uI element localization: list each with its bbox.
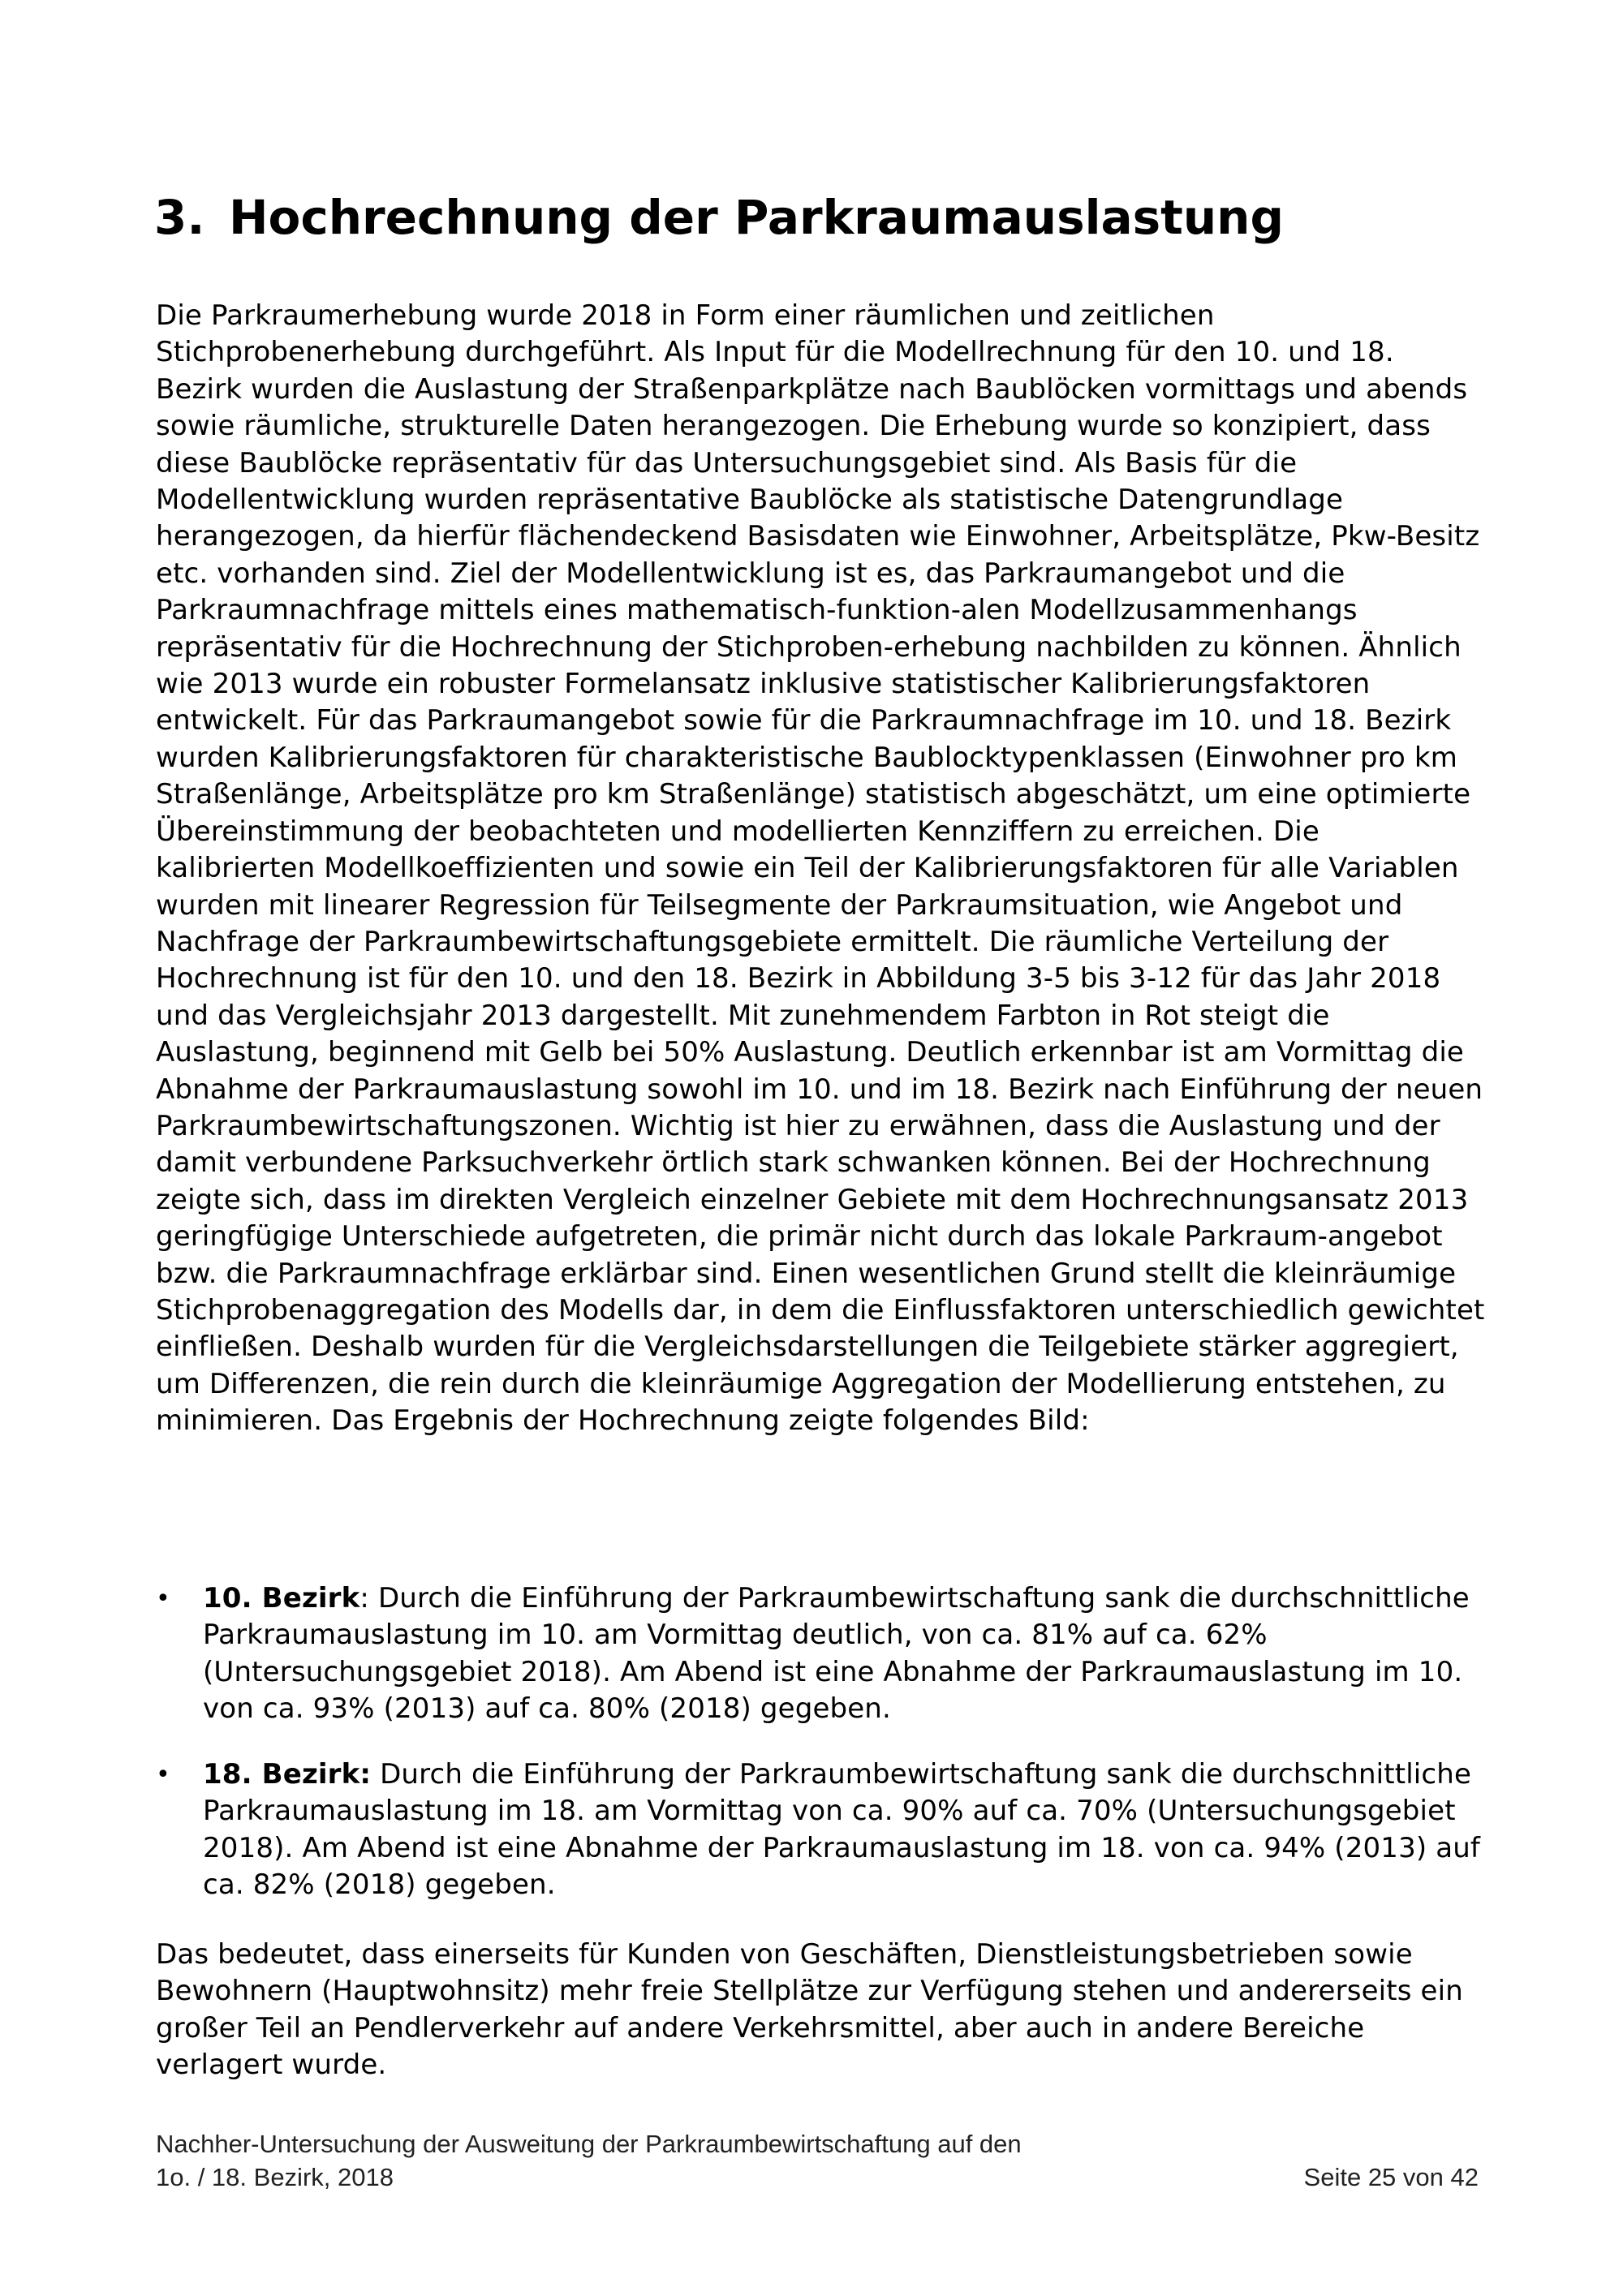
- bullet-marker: •: [156, 1584, 170, 1613]
- bullet-marker: •: [156, 1761, 170, 1789]
- section-title: Hochrechnung der Parkraumauslastung: [229, 190, 1284, 245]
- bullet-item-10-bezirk: [156, 1580, 1487, 1728]
- footer-line-1: [156, 2128, 1479, 2161]
- bullet-list-18: [156, 1756, 1487, 1904]
- section-number: 3.: [154, 190, 205, 245]
- bullet-item-18-bezirk: [156, 1756, 1487, 1904]
- conclusion-paragraph: Das bedeutet, dass einerseits für Kunden von Geschäften, Dienstleistungsbetrieben sowie Bewohnern (Hauptwohnsitz) mehr freie Stellplätze zur Verfügung stehen und andererseits ein großer Teil an Pendlerverkehr auf andere Verkehrsmittel, aber auch in andere Bereiche verlagert wurde.: [156, 1938, 1463, 2082]
- bullet-label: 10. Bezirk: [203, 1582, 360, 1615]
- footer-title: Nachher-Untersuchung der Ausweitung der Parkraumbewirtschaftung auf den: [156, 2130, 1022, 2158]
- footer-subtitle: 1o. / 18. Bezirk, 2018: [156, 2163, 394, 2191]
- section-heading: [154, 185, 1493, 250]
- bullet-text: : Durch die Einführung der Parkraumbewirtschaftung sank die durchschnittliche Parkraumauslastung im 10. am Vormittag deutlich, von ca. 81% auf ca. 62% (Untersuchungsgebiet 2018). Am Abend ist eine Abnahme der Parkraumauslastung im 10. von ca. 93% (2013) auf ca. 80% (2018) gegeben.: [203, 1582, 1470, 1726]
- intro-paragraph: Die Parkraumerhebung wurde 2018 in Form einer räumlichen und zeitlichen Stichprobenerhebung durchgeführt. Als Input für die Modellrechnung für den 10. und 18. Bezirk wurden die Auslastung der Straßenparkplätze nach Baublöcken vormittags und abends sowie räumliche, strukturelle Daten herangezogen. Die Erhebung wurde so konzipiert, dass diese Baublöcke repräsentativ für das Untersuchungsgebiet sind. Als Basis für die Modellentwicklung wurden repräsentative Baublöcke als statistische Datengrundlage herangezogen, da hierfür flächendeckend Basisdaten wie Einwohner, Arbeitsplätze, Pkw-Besitz etc. vorhanden sind. Ziel der Modellentwicklung ist es, das Parkraumangebot und die Parkraumnachfrage mittels eines mathematisch-funktion-alen Modellzusammenhangs repräsentativ für die Hochrechnung der Stichproben-erhebung nachbilden zu können. Ähnlich wie 2013 wurde ein robuster Formelansatz inklusive statistischer Kalibrierungsfaktoren entwickelt. Für das Parkraumangebot sowie für die Parkraumnachfrage im 10. und 18. Bezirk wurden Kalibrierungsfaktoren für charakteristische Baublocktypenklassen (Einwohner pro km Straßenlänge, Arbeitsplätze pro km Straßenlänge) statistisch abgeschätzt, um eine optimierte Übereinstimmung der beobachteten und modellierten Kennziffern zu erreichen. Die kalibrierten Modellkoeffizienten und sowie ein Teil der Kalibrierungsfaktoren für alle Variablen wurden mit linearer Regression für Teilsegmente der Parkraumsituation, wie Angebot und Nachfrage der Parkraumbewirtschaftungsgebiete ermittelt. Die räumliche Verteilung der Hochrechnung ist für den 10. und den 18. Bezirk in Abbildung 3-5 bis 3-12 für das Jahr 2018 und das Vergleichsjahr 2013 dargestellt. Mit zunehmendem Farbton in Rot steigt die Auslastung, beginnend mit Gelb bei 50% Auslastung. Deutlich erkennbar ist am Vormittag die Abnahme der Parkraumauslastung sowohl im 10. und im 18. Bezirk nach Einführung der neuen Parkraumbewirtschaftungszonen. Wichtig ist hier zu erwähnen, dass die Auslastung und der damit verbundene Parksuchverkehr örtlich stark schwanken können. Bei der Hochrechnung zeigte sich, dass im direkten Vergleich einzelner Gebiete mit dem Hochrechnungsansatz 2013 geringfügige Unterschiede aufgetreten, die primär nicht durch das lokale Parkraum-angebot bzw. die Parkraumnachfrage erklärbar sind. Einen wesentlichen Grund stellt die kleinräumige Stichprobenaggregation des Modells dar, in dem die Einflussfaktoren unterschiedlich gewichtet einfließen. Deshalb wurden für die Vergleichsdarstellungen die Teilgebiete stärker aggregiert, um Differenzen, die rein durch die kleinräumige Aggregation der Modellierung entstehen, zu minimieren. Das Ergebnis der Hochrechnung zeigte folgendes Bild:: [156, 299, 1485, 1438]
- footer-line-2: [156, 2161, 1479, 2194]
- bullet-list-10: [156, 1580, 1487, 1728]
- bullet-label: 18. Bezirk:: [203, 1758, 372, 1791]
- bullet-text: Durch die Einführung der Parkraumbewirtschaftung sank die durchschnittliche Parkraumauslastung im 18. am Vormittag von ca. 90% auf ca. 70% (Untersuchungsgebiet 2018). Am Abend ist eine Abnahme der Parkraumauslastung im 18. von ca. 94% (2013) auf ca. 82% (2018) gegeben.: [203, 1758, 1481, 1902]
- page-number: Seite 25 von 42: [1303, 2163, 1479, 2191]
